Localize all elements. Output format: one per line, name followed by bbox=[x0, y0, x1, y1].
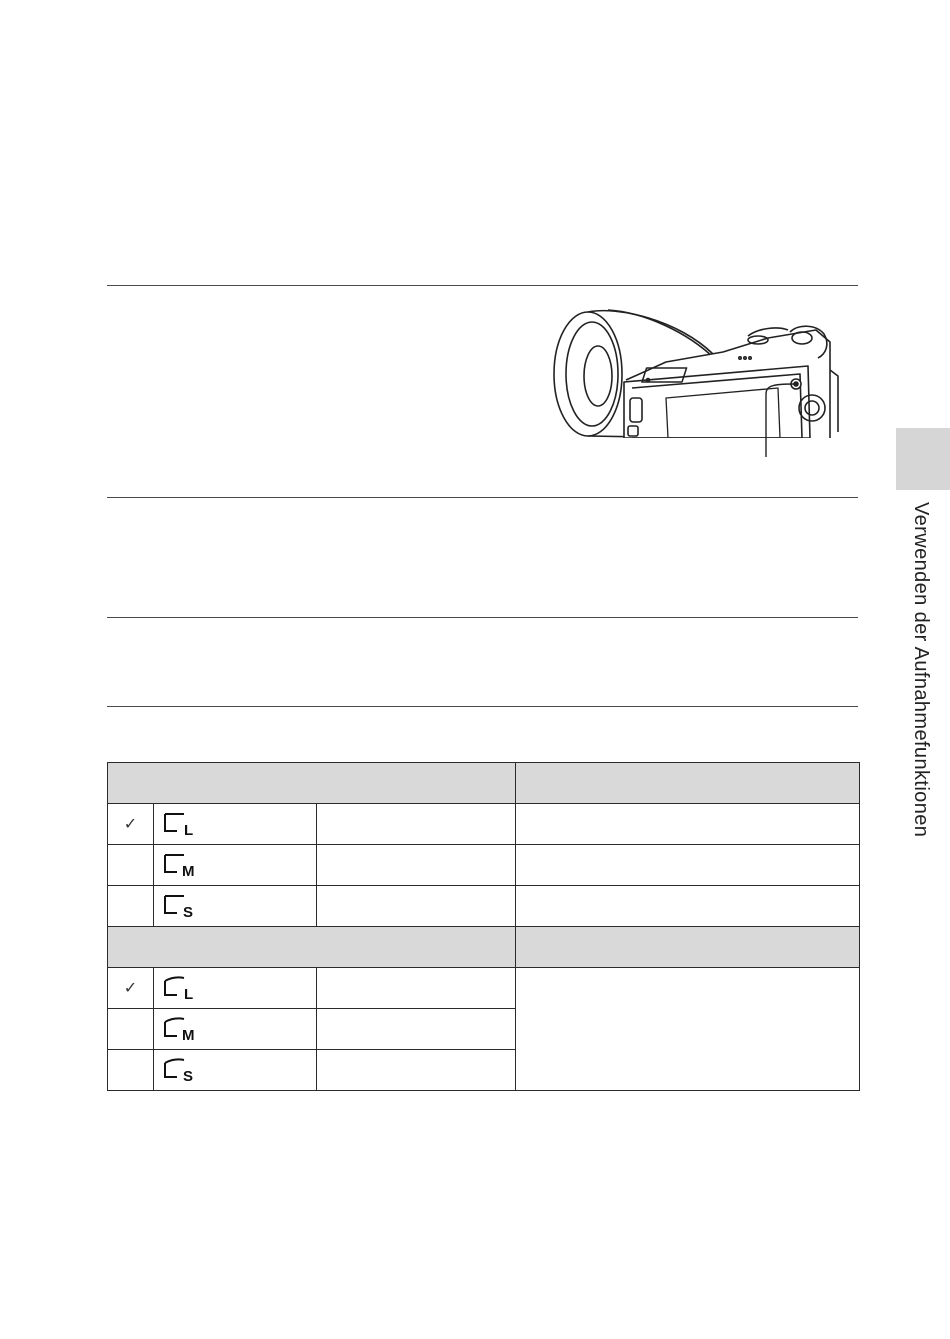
table-cell bbox=[516, 845, 860, 886]
svg-text:L: L bbox=[184, 986, 194, 1001]
table-cell bbox=[317, 1009, 516, 1050]
image-size-medium-icon bbox=[154, 845, 317, 886]
table-cell bbox=[108, 845, 154, 886]
svg-text:S: S bbox=[183, 1068, 194, 1083]
header-cell bbox=[108, 927, 516, 968]
panorama-size-large-icon bbox=[154, 968, 317, 1009]
svg-text:L: L bbox=[184, 822, 194, 837]
table-cell bbox=[317, 886, 516, 927]
chapter-tab-marker bbox=[896, 428, 950, 490]
image-size-table bbox=[107, 762, 860, 1091]
panorama-size-small-icon bbox=[154, 1050, 317, 1091]
table-cell bbox=[317, 845, 516, 886]
panorama-size-medium-icon bbox=[154, 1009, 317, 1050]
svg-text:M: M bbox=[182, 1027, 195, 1042]
table-cell bbox=[317, 1050, 516, 1091]
default-check-icon: ✓ bbox=[108, 968, 154, 1009]
table-cell bbox=[516, 968, 860, 1091]
section-divider-4 bbox=[107, 706, 858, 707]
camera-back-illustration-icon bbox=[548, 302, 848, 462]
table-header-row bbox=[108, 763, 860, 804]
table-cell bbox=[108, 1009, 154, 1050]
section-divider-2 bbox=[107, 497, 858, 498]
header-cell bbox=[516, 763, 860, 804]
table-row bbox=[108, 968, 860, 1009]
table-cell bbox=[108, 886, 154, 927]
table-row bbox=[108, 804, 860, 845]
svg-text:S: S bbox=[183, 904, 194, 919]
table-cell bbox=[317, 804, 516, 845]
table-cell bbox=[516, 886, 860, 927]
image-size-large-icon bbox=[154, 804, 317, 845]
svg-text:M: M bbox=[182, 863, 195, 878]
table-cell bbox=[317, 968, 516, 1009]
chapter-tab-label: Verwenden der Aufnahmefunktionen bbox=[910, 502, 932, 838]
table-row bbox=[108, 845, 860, 886]
section-divider-1 bbox=[107, 285, 858, 286]
table-cell bbox=[108, 1050, 154, 1091]
image-size-small-icon bbox=[154, 886, 317, 927]
section-divider-3 bbox=[107, 617, 858, 618]
header-cell bbox=[108, 763, 516, 804]
table-row bbox=[108, 886, 860, 927]
default-check-icon: ✓ bbox=[108, 804, 154, 845]
header-cell bbox=[516, 927, 860, 968]
table-cell bbox=[516, 804, 860, 845]
table-header-row bbox=[108, 927, 860, 968]
